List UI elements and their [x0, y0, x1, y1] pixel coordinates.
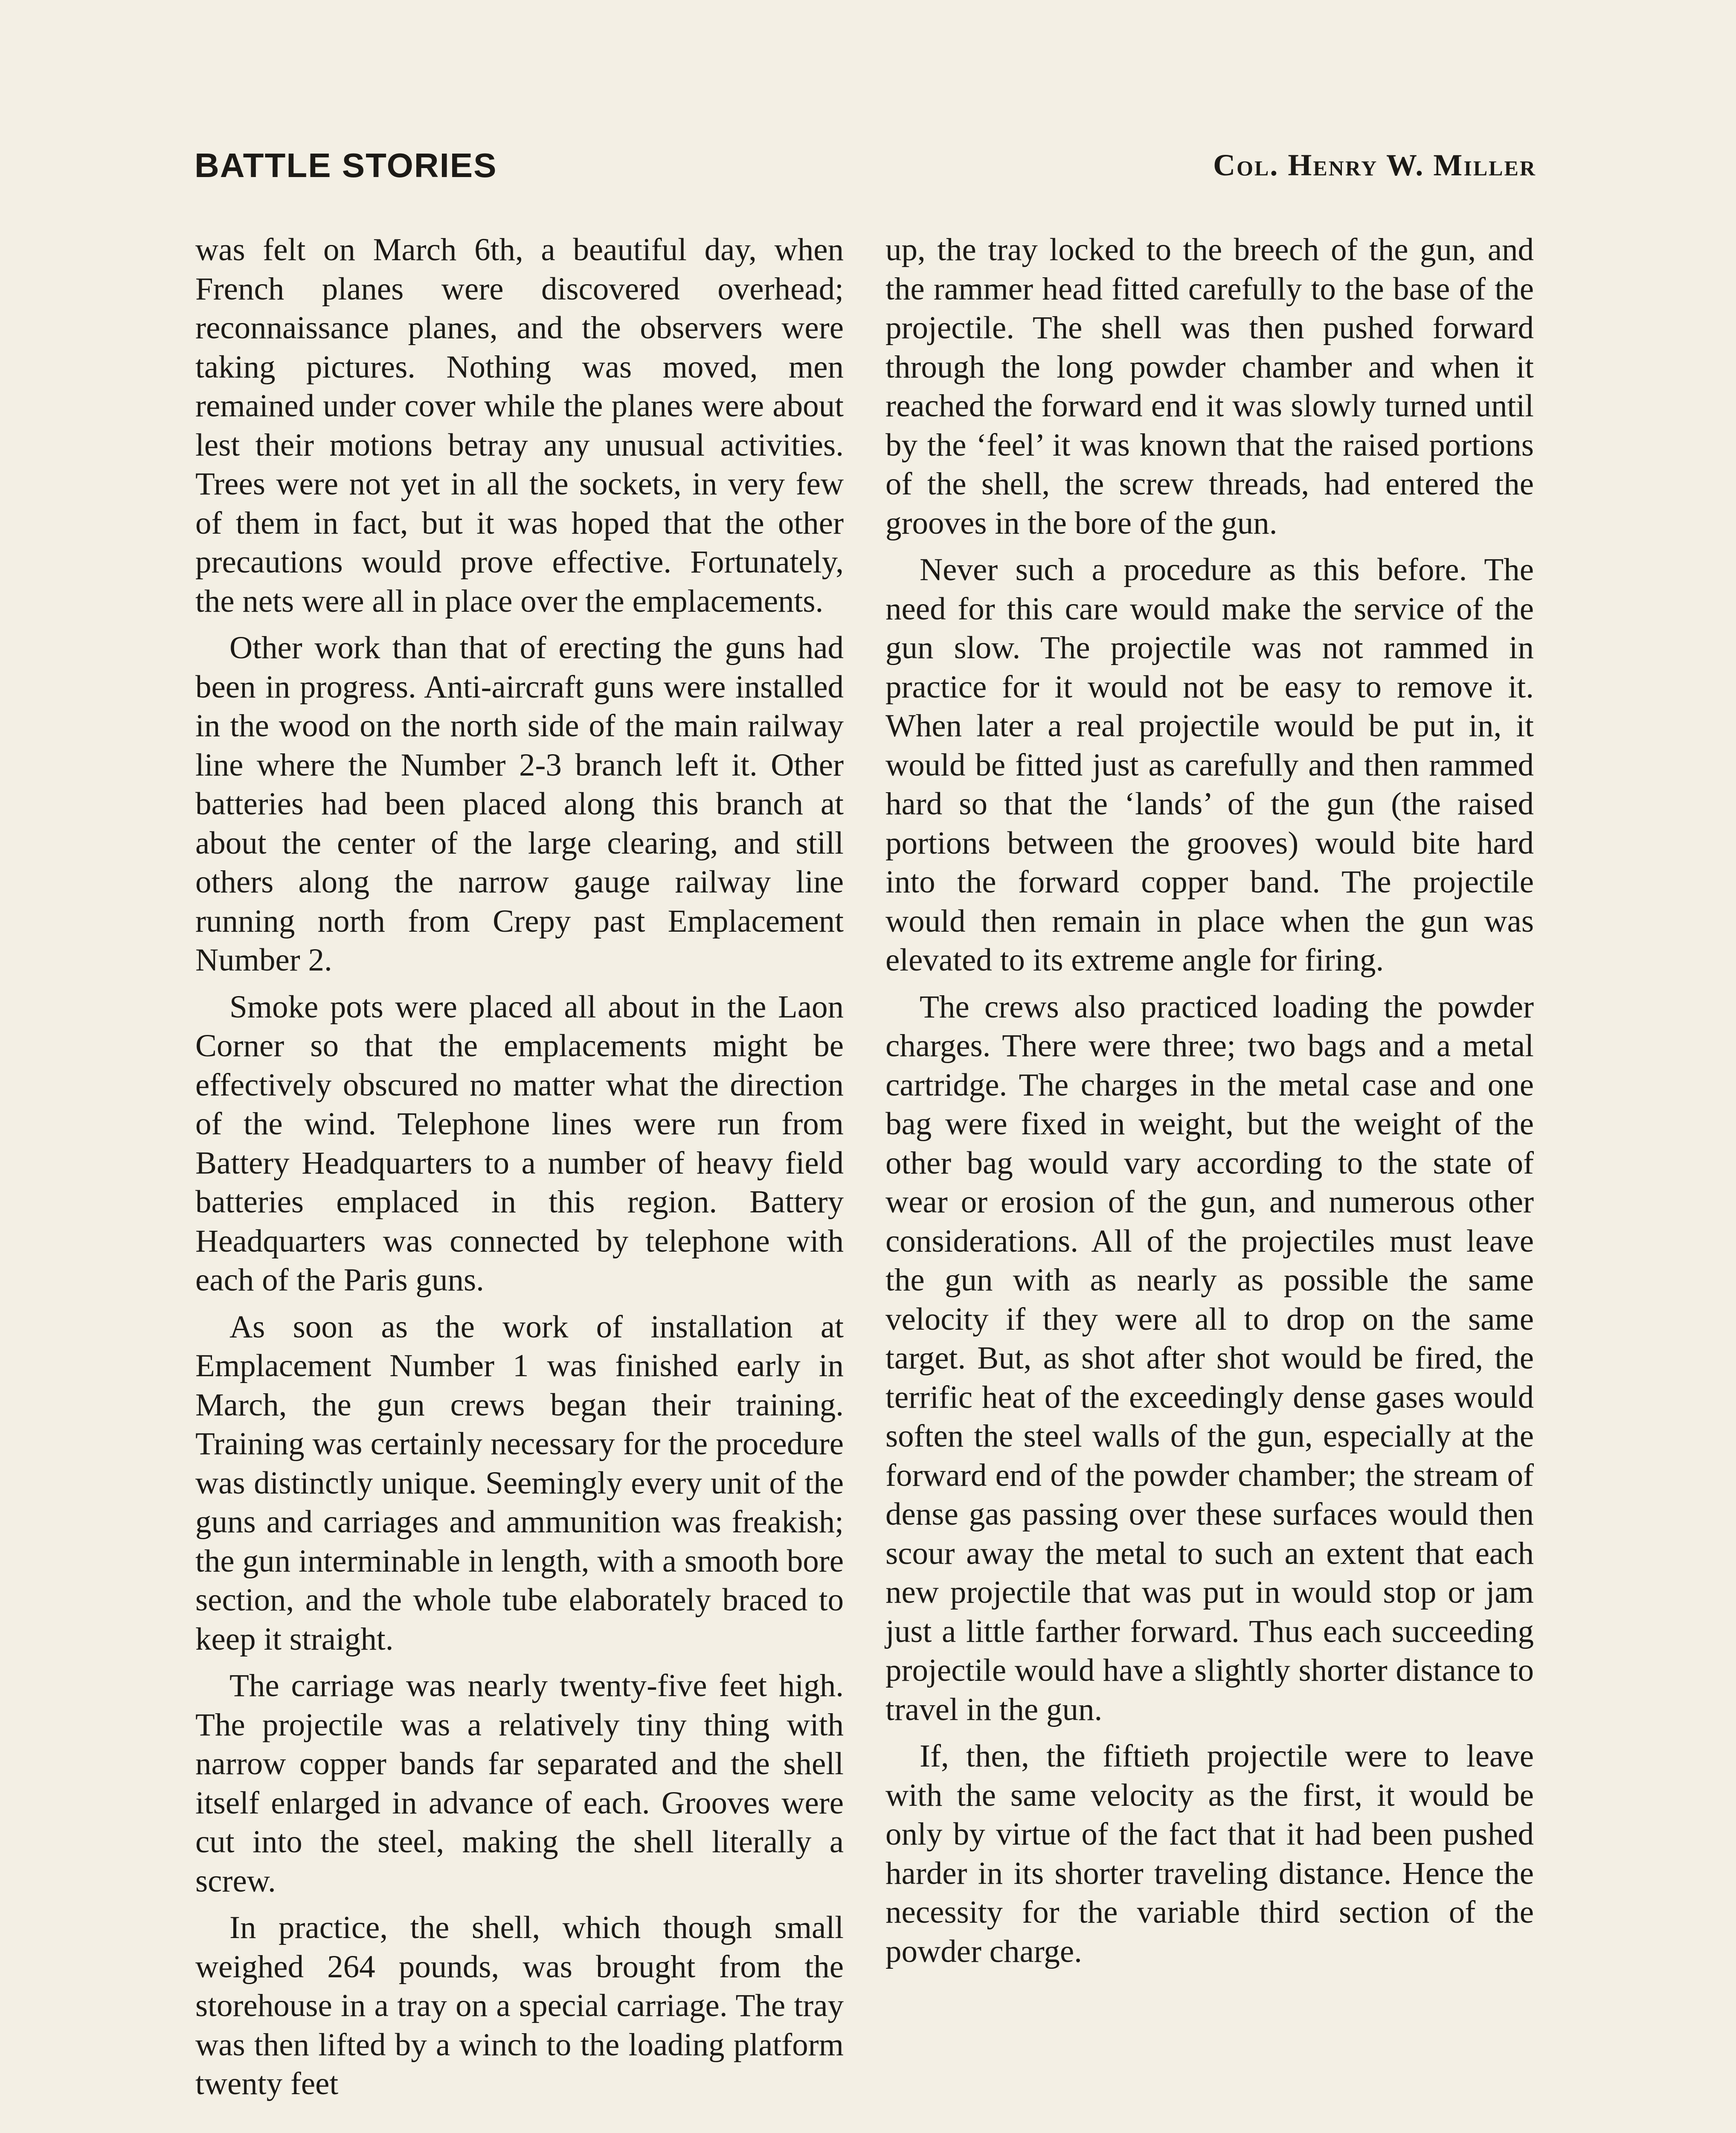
paragraph: Other work than that of erecting the guns had been in progress. Anti-aircraft guns were installed in the wood on the north side of the main railway line where the Number 2-3 branch left it. Other batteries had been placed along this branch at about the center of the large clearing, and still others along the narrow gauge railway line running north from Crepy past Emplacement Number 2. — [195, 630, 844, 978]
author-name: Col. Henry W. Miller — [1213, 148, 1536, 182]
right-column — [885, 230, 1534, 1979]
paragraph: Never such a procedure as this before. The need for this care would make the service of the gun slow. The projectile was not rammed in practice for it would not be easy to remove it. When later a real projectile would be put in, it would be fitted just as carefully and then rammed hard so that the ‘lands’ of the gun (the raised portions between the grooves) would bite hard into the forward copper band. The projectile would then remain in place when the gun was elevated to its extreme angle for firing. — [885, 552, 1534, 978]
running-header — [195, 146, 1536, 193]
paragraph: If, then, the fiftieth projectile were to leave with the same velocity as the first, it would be only by virtue of the fact that it had been pushed harder in its shorter traveling distance. Hence the necessity for the variable third section of the powder charge. — [885, 1738, 1534, 1969]
paragraph: The carriage was nearly twenty-five feet high. The projectile was a relatively tiny thing with narrow copper bands far separated and the shell itself enlarged in advance of each. Grooves were cut into the steel, making the shell literally a screw. — [195, 1668, 844, 1899]
paragraph: As soon as the work of installation at Emplacement Number 1 was finished early in March, the gun crews began their training. Training was certainly necessary for the procedure was distinctly unique. Seemingly every unit of the guns and carriages and ammunition was freakish; the gun interminable in length, with a smooth bore section, and the whole tube elaborately braced to keep it straight. — [195, 1309, 844, 1657]
left-column — [195, 230, 844, 2111]
paragraph: The crews also practiced loading the powder charges. There were three; two bags and a metal cartridge. The charges in the metal case and one bag were fixed in weight, but the weight of the other bag would vary according to the state of wear or erosion of the gun, and numerous other considerations. All of the projectiles must leave the gun with as nearly as possible the same velocity if they were all to drop on the same target. But, as shot after shot would be fired, the terrific heat of the exceedingly dense gases would soften the steel walls of the gun, especially at the forward end of the powder chamber; the stream of dense gas passing over these surfaces would then scour away the metal to such an extent that each new projectile that was put in would stop or jam just a little farther forward. Thus each succeeding projectile would have a slightly shorter distance to travel in the gun. — [885, 989, 1534, 1727]
paragraph: Smoke pots were placed all about in the Laon Corner so that the emplacements might be effectively obscured no matter what the direction of the wind. Telephone lines were run from Battery Headquarters to a number of heavy field batteries emplaced in this region. Battery Headquarters was connected by telephone with each of the Paris guns. — [195, 989, 844, 1298]
paragraph: was felt on March 6th, a beautiful day, when French planes were discovered overhead; reconnaissance planes, and the observers were taking pictures. Nothing was moved, men remained under cover while the planes were about lest their motions betray any unusual activities. Trees were not yet in all the sockets, in very few of them in fact, but it was hoped that the other precautions would prove effective. Fortunately, the nets were all in place over the emplacements. — [195, 232, 844, 619]
paragraph: up, the tray locked to the breech of the gun, and the rammer head fitted carefully to the base of the projectile. The shell was then pushed forward through the long powder chamber and when it reached the forward end it was slowly turned until by the ‘feel’ it was known that the raised portions of the shell, the screw threads, had entered the grooves in the bore of the gun. — [885, 232, 1534, 541]
section-title: BATTLE STORIES — [195, 146, 497, 184]
paragraph: In practice, the shell, which though small weighed 264 pounds, was brought from the storehouse in a tray on a special carriage. The tray was then lifted by a winch to the loading platform twenty feet — [195, 1910, 844, 2101]
